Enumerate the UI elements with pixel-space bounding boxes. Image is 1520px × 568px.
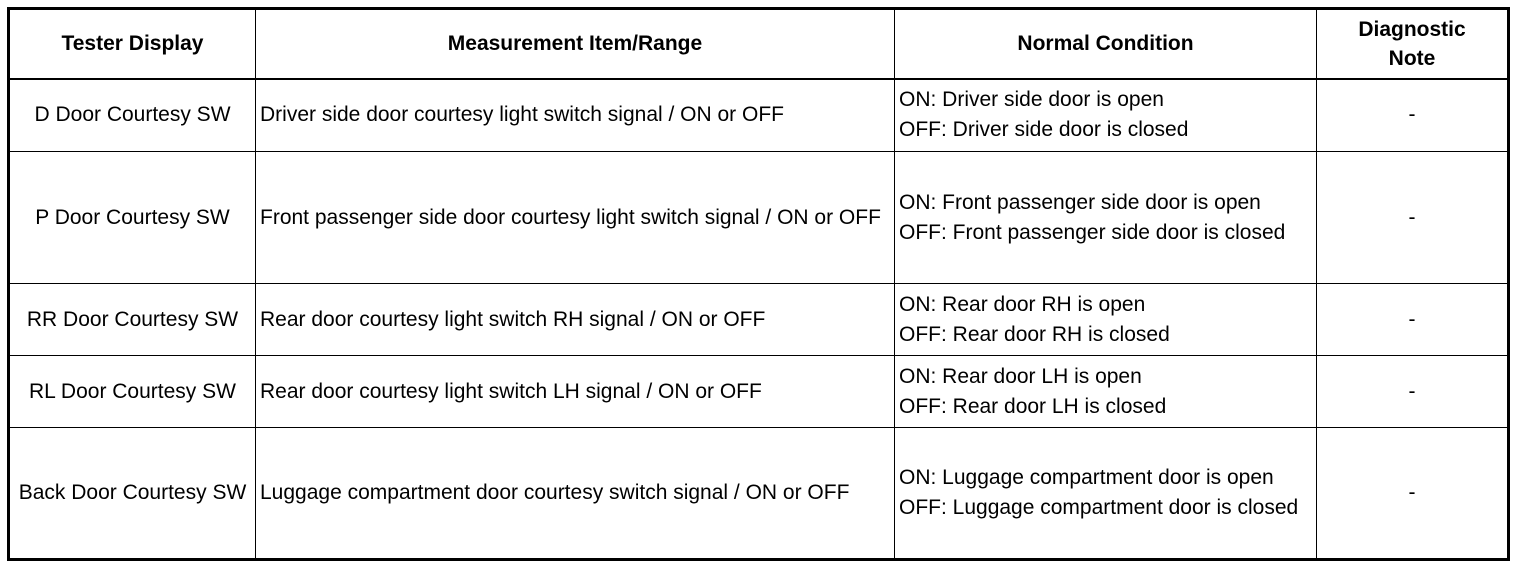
- header-measurement-item: Measurement Item/Range: [256, 9, 895, 79]
- table-row: [9, 152, 1509, 284]
- table-row: [9, 284, 1509, 356]
- header-row: [9, 9, 1509, 79]
- measurement-cell: Rear door courtesy light switch LH signal / ON or OFF: [256, 356, 895, 428]
- diagnostic-data-table: [7, 7, 1510, 561]
- normal-condition-cell: [895, 152, 1317, 284]
- diagnostic-note-cell: -: [1317, 428, 1509, 560]
- measurement-cell: Rear door courtesy light switch RH signal / ON or OFF: [256, 284, 895, 356]
- diagnostic-note-cell: -: [1317, 152, 1509, 284]
- normal-off-text: OFF: Driver side door is closed: [899, 118, 1189, 142]
- tester-display-cell: P Door Courtesy SW: [9, 152, 256, 284]
- normal-on-text: ON: Front passenger side door is open: [899, 190, 1261, 214]
- diagnostic-note-cell: -: [1317, 356, 1509, 428]
- normal-condition-cell: [895, 428, 1317, 560]
- diagnostic-note-cell: -: [1317, 79, 1509, 152]
- tester-display-cell: Back Door Courtesy SW: [9, 428, 256, 560]
- normal-off-text: OFF: Luggage compartment door is closed: [899, 496, 1299, 519]
- measurement-cell: Front passenger side door courtesy light switch signal / ON or OFF: [256, 152, 895, 284]
- table-row: [9, 79, 1509, 152]
- table-row: [9, 356, 1509, 428]
- normal-on-text: ON: Luggage compartment door is open: [899, 466, 1274, 489]
- measurement-cell: Luggage compartment door courtesy switch signal / ON or OFF: [256, 428, 895, 560]
- normal-off-text: OFF: Rear door LH is closed: [899, 394, 1167, 418]
- normal-off-text: OFF: Rear door RH is closed: [899, 322, 1170, 346]
- normal-condition-cell: [895, 79, 1317, 152]
- measurement-cell: Driver side door courtesy light switch signal / ON or OFF: [256, 79, 895, 152]
- table-row: [9, 428, 1509, 560]
- normal-condition-cell: [895, 356, 1317, 428]
- header-diagnostic-note: Diagnostic Note: [1317, 9, 1509, 79]
- diagnostic-note-cell: -: [1317, 284, 1509, 356]
- normal-on-text: ON: Rear door LH is open: [899, 364, 1142, 388]
- normal-on-text: ON: Driver side door is open: [899, 88, 1164, 112]
- tester-display-cell: D Door Courtesy SW: [9, 79, 256, 152]
- normal-off-text: OFF: Front passenger side door is closed: [899, 220, 1286, 244]
- tester-display-cell: RL Door Courtesy SW: [9, 356, 256, 428]
- normal-on-text: ON: Rear door RH is open: [899, 292, 1146, 316]
- normal-condition-cell: [895, 284, 1317, 356]
- tester-display-cell: RR Door Courtesy SW: [9, 284, 256, 356]
- header-tester-display: Tester Display: [9, 9, 256, 79]
- header-normal-condition: Normal Condition: [895, 9, 1317, 79]
